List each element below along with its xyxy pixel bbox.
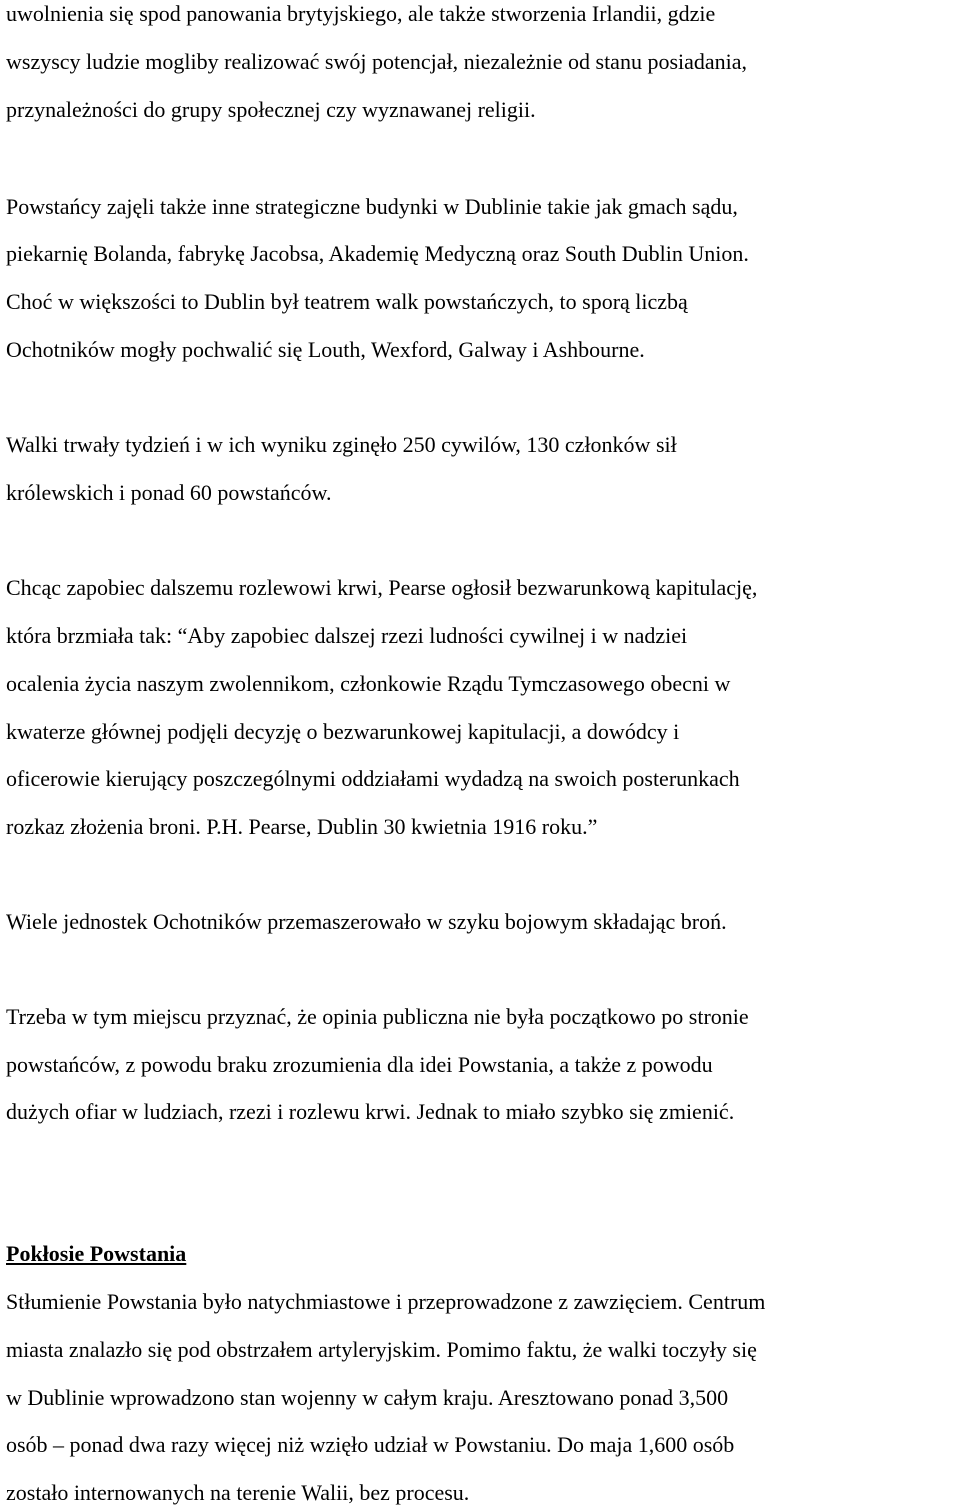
- text-line: w Dublinie wprowadzono stan wojenny w całym kraju. Aresztowano ponad 3,500: [6, 1385, 729, 1410]
- text-line: oficerowie kierujący poszczególnymi oddziałami wydadzą na swoich posterunkach: [6, 766, 740, 791]
- text-line: Trzeba w tym miejscu przyznać, że opinia publiczna nie była początkowo po stronie: [6, 1004, 749, 1029]
- text-line: powstańców, z powodu braku zrozumienia dla idei Powstania, a także z powodu: [6, 1052, 713, 1077]
- text-line: Stłumienie Powstania było natychmiastowe i przeprowadzone z zawzięciem. Centrum: [6, 1289, 766, 1314]
- text-line: rozkaz złożenia broni. P.H. Pearse, Dublin 30 kwietnia 1916 roku.”: [6, 814, 598, 839]
- text-line: królewskich i ponad 60 powstańców.: [6, 480, 332, 505]
- text-line: Wiele jednostek Ochotników przemaszerowało w szyku bojowym składając broń.: [6, 909, 727, 934]
- text-line: dużych ofiar w ludziach, rzezi i rozlewu krwi. Jednak to miało szybko się zmienić.: [6, 1099, 735, 1124]
- section-heading: Pokłosie Powstania: [6, 1241, 187, 1266]
- text-line: Chcąc zapobiec dalszemu rozlewowi krwi, Pearse ogłosił bezwarunkową kapitulację,: [6, 575, 758, 600]
- text-line: która brzmiała tak: “Aby zapobiec dalszej rzezi ludności cywilnej i w nadziei: [6, 623, 688, 648]
- text-line: osób – ponad dwa razy więcej niż wzięło udział w Powstaniu. Do maja 1,600 osób: [6, 1432, 735, 1457]
- text-line: ocalenia życia naszym zwolennikom, członkowie Rządu Tymczasowego obecni w: [6, 671, 731, 696]
- text-line: kwaterze głównej podjęli decyzję o bezwarunkowej kapitulacji, a dowódcy i: [6, 719, 680, 744]
- text-line: miasta znalazło się pod obstrzałem artyleryjskim. Pomimo faktu, że walki toczyły się: [6, 1337, 757, 1362]
- text-line: uwolnienia się spod panowania brytyjskiego, ale także stworzenia Irlandii, gdzie: [6, 1, 716, 26]
- text-line: Choć w większości to Dublin był teatrem walk powstańczych, to sporą liczbą: [6, 289, 688, 314]
- text-line: piekarnię Bolanda, fabrykę Jacobsa, Akademię Medyczną oraz South Dublin Union.: [6, 241, 749, 266]
- text-line: Powstańcy zajęli także inne strategiczne budynki w Dublinie takie jak gmach sądu,: [6, 194, 738, 219]
- text-line: wszyscy ludzie mogliby realizować swój potencjał, niezależnie od stanu posiadania,: [6, 49, 748, 74]
- text-line: przynależności do grupy społecznej czy wyznawanej religii.: [6, 97, 536, 122]
- text-line: Ochotników mogły pochwalić się Louth, Wexford, Galway i Ashbourne.: [6, 337, 645, 362]
- text-line: Walki trwały tydzień i w ich wyniku zginęło 250 cywilów, 130 członków sił: [6, 432, 677, 457]
- text-line: zostało internowanych na terenie Walii, bez procesu.: [6, 1480, 470, 1505]
